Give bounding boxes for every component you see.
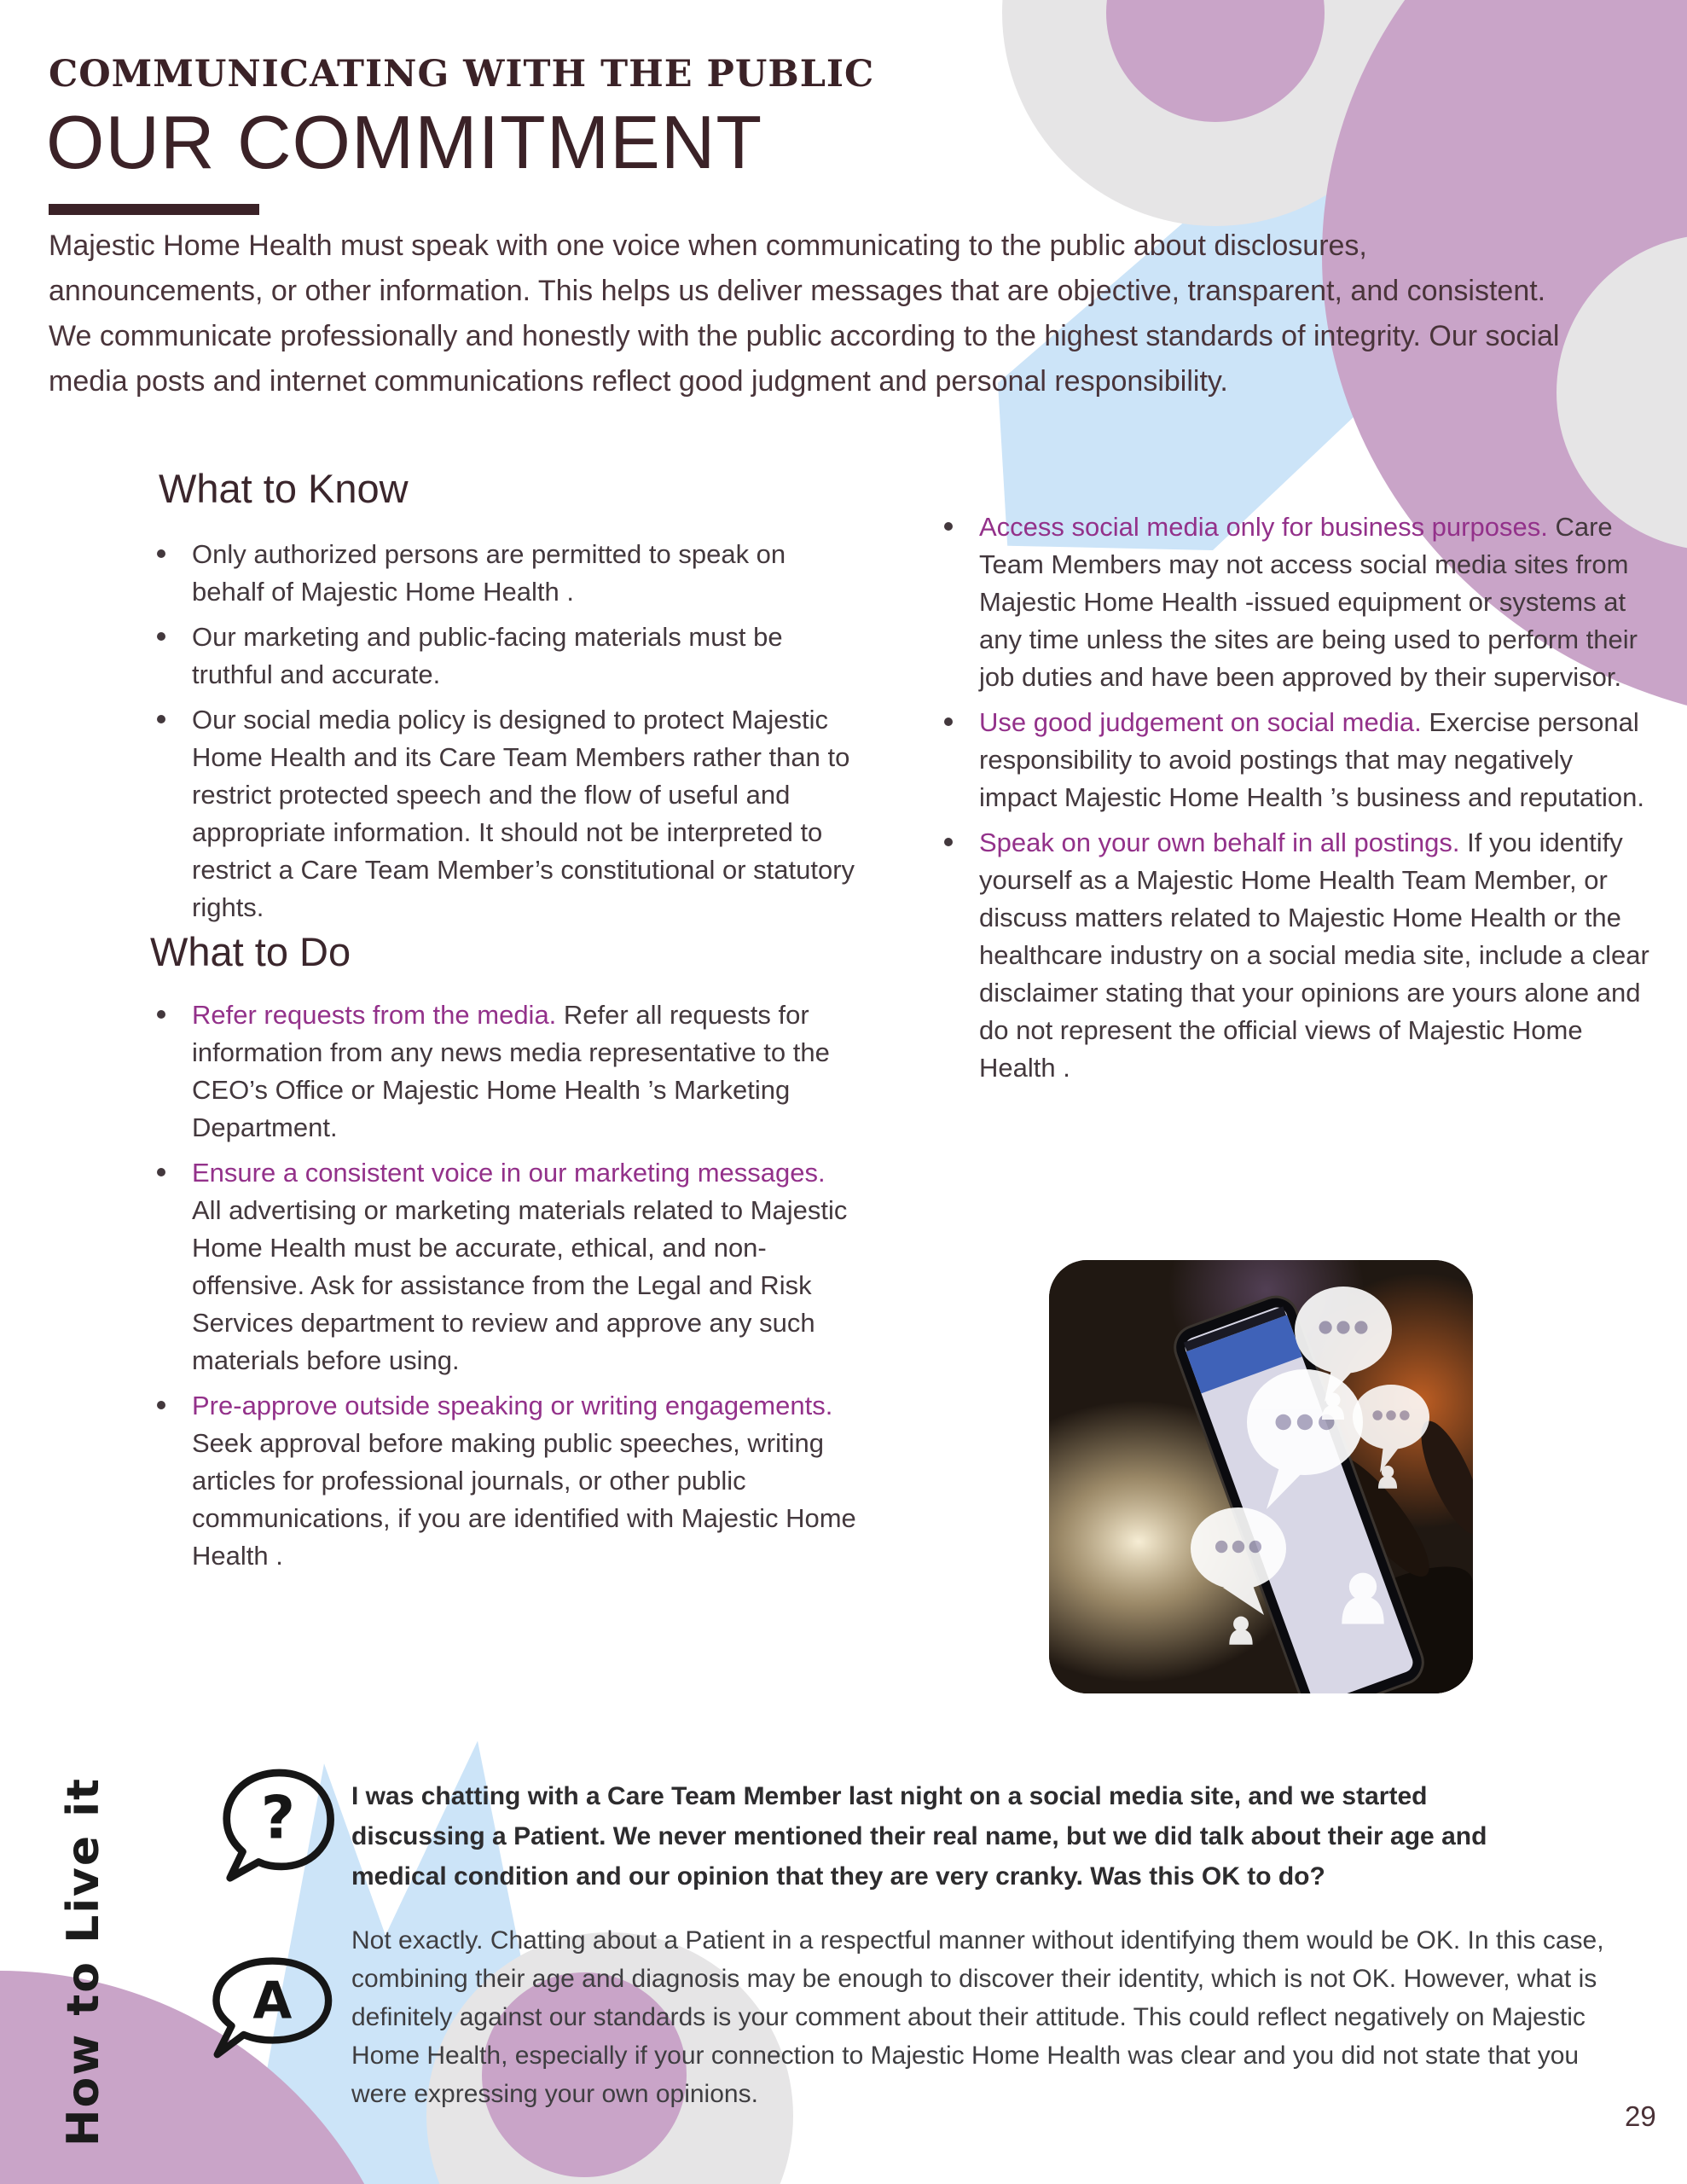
what-to-do-list (145, 996, 860, 1583)
page-number: 29 (1625, 2100, 1656, 2132)
heading-what-to-know: What to Know (159, 466, 409, 511)
bullet-text: If you identify yourself as a Majestic Home Health Team Member, or discuss matters related to Majestic Home Health or the healthcare industry on a social media site, include a clear disclaimer stating that your opinions are yours alone and do not represent the official views of Majestic Home Health . (979, 828, 1649, 1083)
bullet-text: All advertising or marketing materials related to Majestic Home Health must be accurate, ethical, and non-offensive. Ask for assistance from the Legal and Risk Services department to review and approve any such materials before using. (192, 1195, 848, 1375)
list-item (145, 996, 860, 1147)
bullet-lead: Speak on your own behalf in all postings. (979, 828, 1460, 857)
bullet-text: Refer all requests for information from any news media representative to the CEO’s Office or Majestic Home Health ’s Marketing Department. (192, 1000, 830, 1142)
what-to-know-list (145, 536, 860, 934)
answer-glyph: A (252, 1971, 293, 2030)
right-column-list (932, 508, 1657, 1095)
list-item (932, 508, 1657, 696)
bullet-text: Our social media policy is designed to protect Majestic Home Health and its Care Team Members rather than to restrict protected speech and the flow of useful and appropriate information. It should not be interpreted to restrict a Care Team Member’s constitutional or statutory rights. (192, 705, 855, 922)
section-eyebrow: COMMUNICATING WITH THE PUBLIC (49, 53, 875, 96)
bullet-text: Exercise personal responsibility to avoid postings that may negatively impact Majestic Home Health ’s business and reputation. (979, 707, 1644, 812)
list-item (145, 619, 860, 694)
list-item (932, 824, 1657, 1087)
bullet-text: Seek approval before making public speeches, writing articles for professional journals, or other public communications, if you are identified with Majestic Home Health . (192, 1428, 856, 1571)
page-title: OUR COMMITMENT (46, 100, 763, 184)
photo-social-media (1049, 1260, 1473, 1693)
bullet-lead: Access social media only for business purposes. (979, 512, 1548, 542)
answer-speech-bubble-icon (203, 1952, 339, 2069)
list-item (145, 536, 860, 611)
list-item (932, 704, 1657, 816)
bullet-text: Only authorized persons are permitted to speak on behalf of Majestic Home Health . (192, 539, 786, 607)
list-item (145, 1387, 860, 1575)
bullet-lead: Refer requests from the media. (192, 1000, 557, 1030)
bullet-text: Our marketing and public-facing materials must be truthful and accurate. (192, 622, 783, 689)
answer-text: Not exactly. Chatting about a Patient in a respectful manner without identifying them would be OK. In this case, combining their age and diagnosis may be enough to discover their identity, which is not OK. However, what is definitely against our standards is your comment about their attitude. This could reflect negatively on Majestic Home Health, especially if your connection to Majestic Home Health was clear and you did not state that you were expressing your own opinions. (351, 1926, 1604, 2108)
bullet-lead: Ensure a consistent voice in our marketing messages. (192, 1158, 826, 1188)
list-item (145, 701, 860, 926)
bullet-lead: Pre-approve outside speaking or writing engagements. (192, 1391, 833, 1420)
question-speech-bubble-icon (215, 1766, 341, 1898)
bullet-text: Care Team Members may not access social media sites from Majestic Home Health -issued equipment or systems at any time unless the sites are being used to perform their job duties and have been approved by their supervisor. (979, 512, 1638, 692)
title-underline (49, 204, 259, 215)
question-text: I was chatting with a Care Team Member last night on a social media site, and we started discussing a Patient. We never mentioned their real name, but we did talk about their age and medical condition and our opinion that they are very cranky. Was this OK to do? (351, 1782, 1487, 1891)
how-to-live-it-label: How to Live it (58, 1777, 109, 2146)
bullet-lead: Use good judgement on social media. (979, 707, 1422, 737)
heading-what-to-do: What to Do (150, 929, 351, 974)
intro-paragraph: Majestic Home Health must speak with one voice when communicating to the public about disclosures, announcements, or other information. This helps us deliver messages that are objective, transparent, and consistent. We communicate professionally and honestly with the public according to the highest standards of integrity. Our social media posts and internet communications reflect good judgment and personal responsibility. (49, 229, 1560, 398)
photo-illustration (1049, 1260, 1473, 1693)
question-glyph: ? (260, 1783, 296, 1853)
list-item (145, 1154, 860, 1380)
